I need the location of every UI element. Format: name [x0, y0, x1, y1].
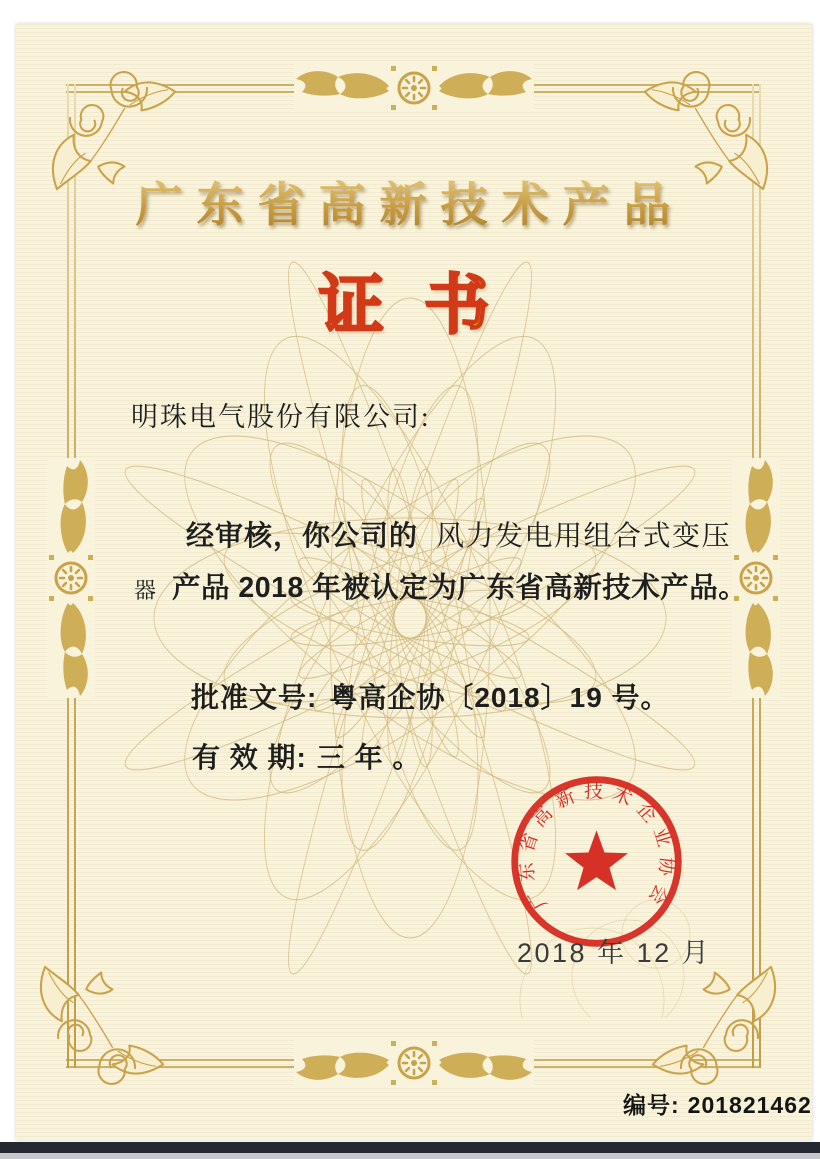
ornament-bottom-center [294, 1039, 534, 1087]
certificate-title: 广东省高新技术产品 [0, 179, 820, 231]
validity-value: 三 年 。 [316, 742, 422, 773]
issue-date: 2018 年 12 月 [517, 938, 712, 968]
approval-label: 批准文号: [191, 682, 318, 713]
ornament-top-center [294, 64, 534, 112]
approval-value: 粤高企协〔2018〕19 号。 [329, 682, 670, 713]
approval-number-row [191, 676, 670, 716]
body-line-1 [186, 514, 731, 554]
product-name-line1: 风力发电用组合式变压 [436, 521, 732, 552]
serial-label: 编号: [623, 1092, 680, 1118]
recipient-name: 明珠电气股份有限公司: [131, 402, 431, 432]
scan-edge-light-strip [0, 1153, 820, 1159]
seal-text: 广东省高新技术企业协会 [515, 781, 678, 915]
serial-value: 201821462 [687, 1092, 812, 1118]
red-star-icon [565, 830, 628, 890]
audit-prefix-text: 经审核，你公司的 [186, 520, 419, 551]
validity-label: 有 效 期: [192, 742, 307, 773]
ornament-left-center [47, 458, 95, 698]
corner-flourish-bottom-left [30, 950, 180, 1100]
result-text: 产品 2018 年被认定为广东省高新技术产品。 [172, 572, 748, 604]
official-seal [504, 769, 689, 954]
serial-number-row [623, 1087, 812, 1120]
certificate-subtitle: 证 书 [318, 270, 502, 342]
scan-edge-dark-strip [0, 1142, 820, 1153]
corner-flourish-bottom-right [636, 950, 786, 1100]
product-name-line2: 器 [134, 578, 157, 603]
validity-row [192, 736, 421, 776]
